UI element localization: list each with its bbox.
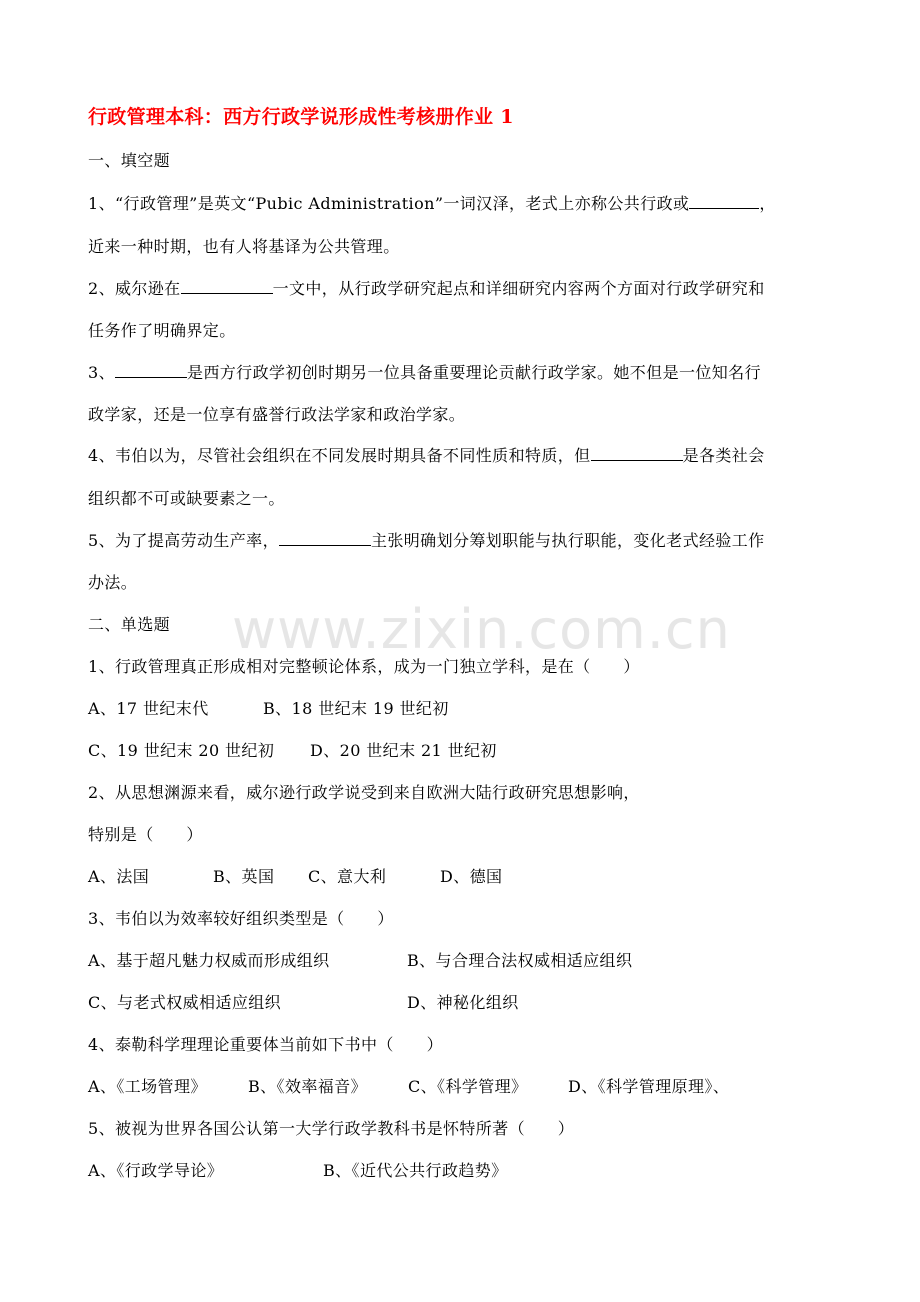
fill-question-5-text: 5、为了提高劳动生产率， — [88, 531, 279, 550]
fill-question-1-text: 1、“行政管理”是英文“Pubic Administration”一词汉泽，老式上亦称公共行政或 — [88, 194, 690, 213]
option-d[interactable]: D、20 世纪末 21 世纪初 — [310, 741, 497, 760]
option-a[interactable]: A、《行政学导论》 — [88, 1161, 224, 1180]
fill-question-3-text: 3、 — [88, 363, 115, 382]
fill-question-5-line-1 — [88, 528, 765, 551]
fill-question-2-text: 2、威尔逊在 — [88, 279, 181, 298]
fill-question-2-text-cont: 一文中，从行政学研究起点和详细研究内容两个方面对行政学研究和 — [272, 279, 765, 298]
option-a[interactable]: A、基于超凡魅力权威而形成组织 — [88, 951, 330, 970]
option-b[interactable]: B、《效率福音》 — [248, 1077, 367, 1096]
option-a[interactable]: A、17 世纪末代 — [88, 699, 209, 718]
fill-question-4-line-1 — [88, 443, 765, 466]
single-question-2-stem-cont: 特别是（ ） — [88, 825, 203, 844]
single-question-1-stem: 1、行政管理真正形成相对完整顿论体系，成为一门独立学科，是在（ ） — [88, 657, 640, 676]
fill-question-3-line-2: 政学家，还是一位享有盛誉行政法学家和政治学家。 — [88, 405, 466, 424]
single-question-4-stem: 4、泰勒科学理理论重要体当前如下书中（ ） — [88, 1035, 443, 1054]
single-question-1-options-row-1 — [88, 696, 449, 719]
section-heading-single: 二、单选题 — [88, 615, 171, 634]
option-b[interactable]: B、与合理合法权威相适应组织 — [407, 951, 633, 970]
fill-question-4-text: 4、韦伯以为，尽管社会组织在不同发展时期具备不同性质和特质，但 — [88, 446, 591, 465]
fill-question-3-line-1 — [88, 360, 761, 383]
single-question-3-options-row-1 — [88, 948, 632, 971]
answer-blank[interactable] — [279, 531, 371, 546]
option-d[interactable]: D、德国 — [440, 867, 503, 886]
option-b[interactable]: B、18 世纪末 19 世纪初 — [263, 699, 449, 718]
single-question-1-options-row-2 — [88, 738, 497, 761]
option-c[interactable]: C、19 世纪末 20 世纪初 — [88, 741, 275, 760]
option-c[interactable]: C、与老式权威相适应组织 — [88, 993, 282, 1012]
single-question-2-stem: 2、从思想渊源来看，威尔逊行政学说受到来自欧洲大陆行政研究思想影响， — [88, 783, 640, 802]
watermark-text: www.zixin.com.cn — [232, 598, 731, 661]
option-b[interactable]: B、英国 — [213, 867, 275, 886]
single-question-5-stem: 5、被视为世界各国公认第一大学行政学教科书是怀特所著（ ） — [88, 1119, 575, 1138]
section-heading-fill: 一、填空题 — [88, 151, 171, 170]
answer-blank[interactable] — [115, 363, 187, 378]
fill-question-5-line-2: 办法。 — [88, 573, 138, 592]
option-d[interactable]: D、《科学管理原理》、 — [568, 1077, 730, 1096]
fill-question-3-text-cont: 是西方行政学初创时期另一位具备重要理论贡献行政学家。她不但是一位知名行 — [186, 363, 761, 382]
answer-blank[interactable] — [591, 446, 683, 461]
single-question-4-options — [88, 1074, 729, 1097]
single-question-2-options — [88, 864, 502, 887]
fill-question-5-text-cont: 主张明确划分筹划职能与执行职能，变化老式经验工作 — [370, 531, 765, 550]
answer-blank[interactable] — [181, 279, 273, 294]
option-a[interactable]: A、《工场管理》 — [88, 1077, 207, 1096]
option-c[interactable]: C、《科学管理》 — [408, 1077, 528, 1096]
answer-blank[interactable] — [689, 194, 759, 209]
fill-question-1-line-1 — [88, 191, 776, 214]
option-c[interactable]: C、意大利 — [308, 867, 387, 886]
fill-question-1-punct: ， — [759, 194, 776, 213]
fill-question-1-line-2: 近来一种时期，也有人将基译为公共管理。 — [88, 237, 400, 256]
fill-question-2-line-1 — [88, 276, 765, 299]
option-d[interactable]: D、神秘化组织 — [407, 993, 519, 1012]
single-question-3-options-row-2 — [88, 990, 519, 1013]
single-question-5-options — [88, 1158, 508, 1181]
option-b[interactable]: B、《近代公共行政趋势》 — [323, 1161, 508, 1180]
document-title: 行政管理本科：西方行政学说形成性考核册作业 1 — [88, 106, 514, 128]
single-question-3-stem: 3、韦伯以为效率较好组织类型是（ ） — [88, 909, 394, 928]
fill-question-4-text-cont: 是各类社会 — [682, 446, 765, 465]
fill-question-2-line-2: 任务作了明确界定。 — [88, 321, 236, 340]
fill-question-4-line-2: 组织都不可或缺要素之一。 — [88, 489, 285, 508]
option-a[interactable]: A、法国 — [88, 867, 150, 886]
